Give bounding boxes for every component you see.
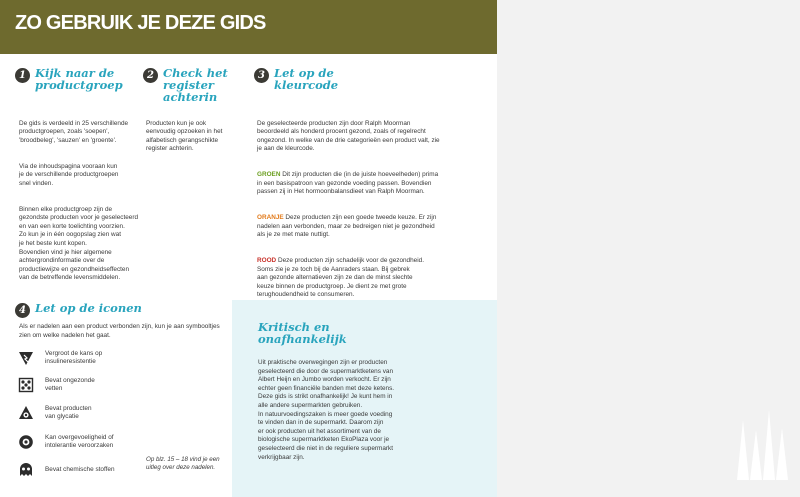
header-bar (0, 0, 497, 54)
icon-row-intolerance (18, 434, 114, 451)
section-4-title: Let op de iconen (35, 301, 142, 315)
section-1-paragraph-1: De gids is verdeeld in 25 verschillende productgroepen, zoals 'soepen', 'broodbeleg', 'sauzen' en 'groente'. (19, 119, 129, 144)
section-3-text (257, 111, 492, 317)
insulin-resistance-icon (18, 350, 34, 366)
box-text: Uit praktische overwegingen zijn er producten geselecteerd die door de supermarktketens van Albert Heijn en Jumbo worden verkocht. Er zijn echter geen financiële banden met deze ketens. Deze gids is strikt onafhankelijk! Je kunt hem in alle andere supermarkten gebruiken. In natuurvoedingszaken is meer goede voeding te vinden dan in de supermarkt. Daarom zijn er ook producten uit het assortiment van de biologische supermarktketen EkoPlaza voor je geselecteerd die niet in de reguliere supermarkt verkrijgbaar zijn. (258, 359, 395, 461)
section-1-paragraph-3: Binnen elke productgroep zijn de gezondste producten voor je geselecteerd en van een korte toelichting voorzien. Zo kun je in één oogopslag zien wat je het beste kunt kopen. Bovendien vind je hier algemene achtergrondinformatie over de productiewijze en gezondheidseffecten van de betreffende levensmiddelen. (19, 205, 139, 282)
box-title: Kritisch en onafhankelijk (258, 320, 347, 346)
icon-label-glycation: Bevat producten van glycatie (45, 405, 92, 421)
section-4-number: 4 (15, 303, 30, 318)
section-1-heading (15, 67, 135, 91)
color-code-intro: De geselecteerde producten zijn door Ralph Moorman beoordeeld als honderd procent gezond, zoals of regelrecht ongezond. In welke van de drie categorieën een product valt, zie je aan de kleurcode. (257, 119, 440, 153)
section-2-heading (143, 67, 238, 103)
section-1-paragraph-2: Via de inhoudspagina vooraan kun je de verschillende productgroepen snel vinden. (19, 162, 119, 187)
icon-row-insulin (18, 350, 102, 367)
color-label-green: GROEN (257, 171, 281, 179)
background-area (497, 0, 800, 497)
section-4-heading (15, 302, 215, 318)
section-3-number: 3 (254, 68, 269, 83)
section-1-title: Kijk naar de productgroep (35, 66, 123, 92)
icon-row-chemical (18, 462, 115, 478)
icon-row-fats (18, 377, 95, 394)
section-1-number: 1 (15, 68, 30, 83)
color-code-red (257, 257, 492, 300)
section-3-heading (254, 67, 414, 91)
icon-label-insulin: Vergroot de kans op insulineresistentie (45, 350, 103, 366)
icon-label-intolerance: Kan overgevoeligheid of intolerantie veroorzaken (45, 434, 114, 450)
page-title: ZO GEBRUIK JE DEZE GIDS (15, 12, 266, 34)
watermark-logo (497, 0, 800, 497)
icon-label-chemical: Bevat chemische stoffen (45, 466, 115, 473)
section-2-number: 2 (143, 68, 158, 83)
section-3-title: Let op de kleurcode (274, 66, 339, 92)
color-code-orange (257, 214, 492, 240)
chemical-icon (18, 462, 34, 478)
icons-intro: Als er nadelen aan een product verbonden zijn, kun je aan symbooltjes zien om welke nadelen het gaat. (19, 323, 220, 339)
color-text-green: Dit zijn producten die (in de juiste hoeveelheden) prima in een basispatroon van gezonde voeding passen. Bovendien passen zij in Het hormoonbalansdieet van Ralph Moorman. (257, 171, 439, 196)
icons-note: Op blz. 15 – 18 vind je een uitleg over deze nadelen. (146, 456, 220, 472)
intolerance-icon (18, 434, 34, 450)
icon-label-fats: Bevat ongezonde vetten (45, 377, 95, 393)
section-2-text (146, 111, 241, 171)
color-label-orange: ORANJE (257, 214, 284, 222)
color-label-red: ROOD (257, 257, 277, 265)
color-text-orange: Deze producten zijn een goede tweede keuze. Er zijn nadelen aan verbonden, maar ze bedreigen niet je gezondheid als je ze met mate nuttigt. (257, 214, 437, 239)
section-2-title: Check het register achterin (163, 66, 228, 104)
section-2-paragraph-1: Producten kun je ook eenvoudig opzoeken in het alfabetisch gerangschikte register achterin. (146, 119, 223, 153)
glycation-icon (18, 405, 34, 421)
unhealthy-fats-icon (18, 377, 34, 393)
color-code-green (257, 171, 492, 197)
icon-row-glycation (18, 405, 92, 422)
color-text-red: Deze producten zijn schadelijk voor de gezondheid. Soms zie je ze toch bij de Aanraders staan. Bij gebrek aan gezonde alternatieven zijn ze dan de minst slechte keuze binnen de productgroep. Je dient ze met grote terughoudendheid te consumeren. (257, 257, 424, 299)
section-1-text (19, 111, 144, 300)
